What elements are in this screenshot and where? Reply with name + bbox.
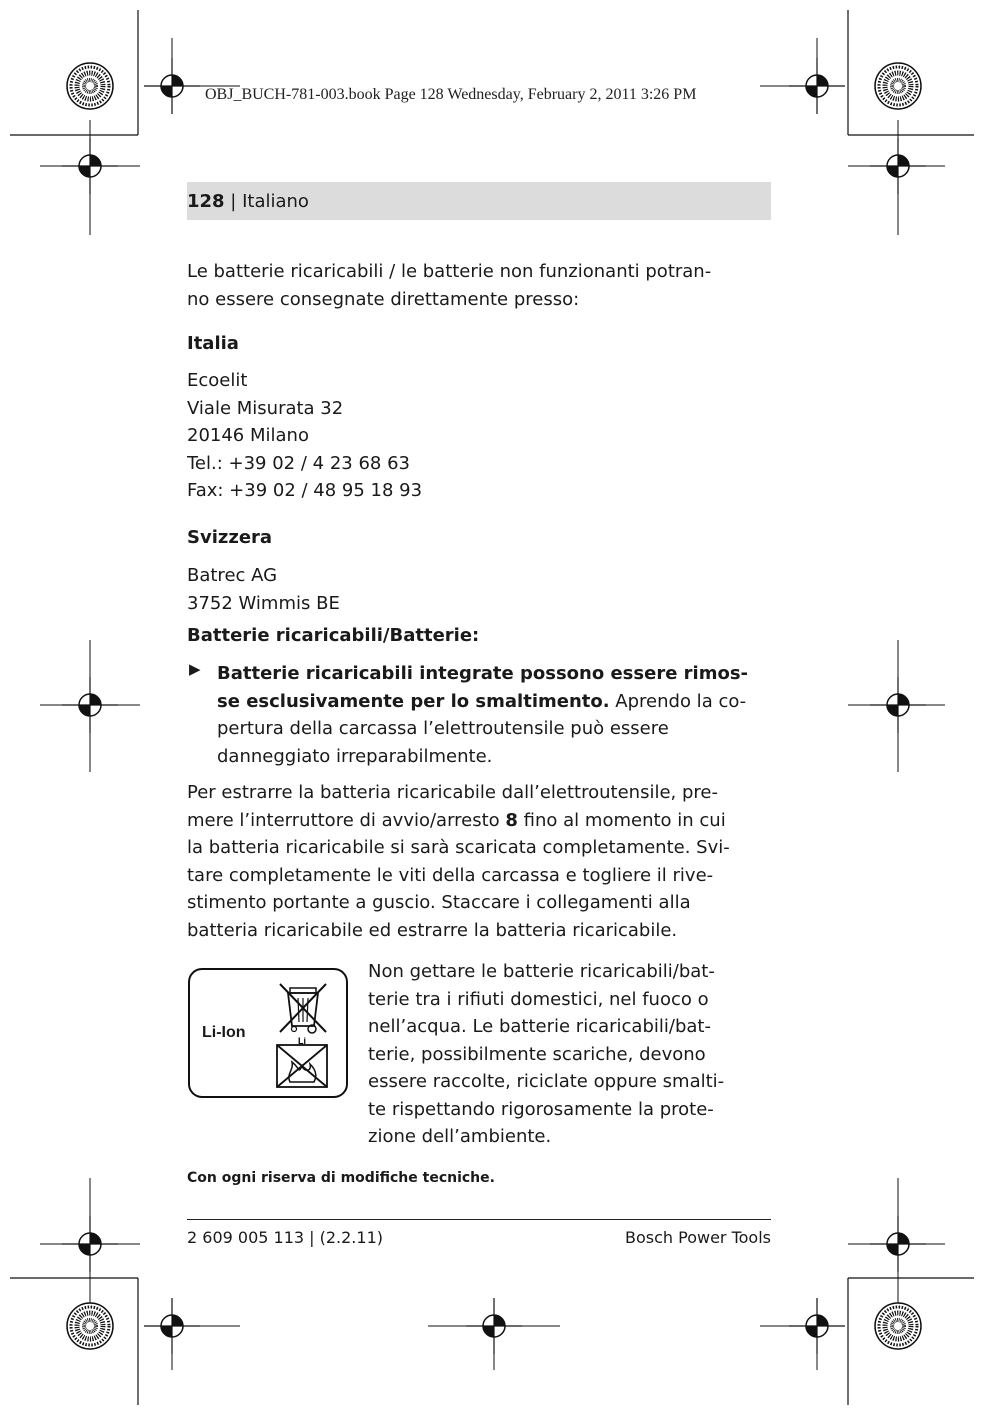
running-head: [187, 182, 771, 220]
removal-text: fino al momento in cui: [517, 809, 726, 831]
disposal-paragraph: [368, 958, 778, 1151]
warning-bullet: [187, 660, 801, 770]
switch-number: 8: [505, 809, 518, 831]
removal-line: Per estrarre la batteria ricaricabile dall’elettroutensile, pre-: [187, 782, 718, 803]
address-line: 3752 Wimmis BE: [187, 592, 340, 614]
italia-heading: Italia: [187, 333, 239, 354]
footer-doc-number: 2 609 005 113 | (2.2.11): [187, 1228, 383, 1247]
batteries-heading: Batterie ricaricabili/Batterie:: [187, 625, 480, 646]
address-line: Batrec AG: [187, 565, 278, 586]
address-line: Viale Misurata 32: [187, 397, 344, 419]
removal-paragraph: [187, 779, 771, 944]
disposal-line: terie, possibilmente scariche, devono: [368, 1043, 706, 1065]
intro-line: Le batterie ricaricabili / le batterie non funzionanti potran-: [187, 261, 712, 282]
removal-line: batteria ricaricabile ed estrarre la batteria ricaricabile.: [187, 919, 678, 941]
address-line: Tel.: +39 02 / 4 23 68 63: [187, 452, 410, 474]
footer-brand: Bosch Power Tools: [625, 1228, 771, 1247]
disposal-line: te rispettando rigorosamente la prote-: [368, 1098, 714, 1120]
intro-line: no essere consegnate direttamente presso:: [187, 288, 580, 310]
disposal-line: zione dell’ambiente.: [368, 1126, 552, 1147]
warning-line: danneggiato irreparabilmente.: [217, 745, 493, 767]
disposal-line: terie tra i rifiuti domestici, nel fuoco o: [368, 988, 709, 1010]
batteries-heading-block: [187, 622, 771, 650]
address-line: 20146 Milano: [187, 425, 309, 446]
italia-heading-block: [187, 330, 771, 358]
svizzera-heading-block: [187, 524, 771, 552]
li-ion-disposal-symbol: [188, 968, 348, 1098]
page-footer: [187, 1219, 771, 1247]
svizzera-address: [187, 562, 771, 617]
italia-address: [187, 367, 771, 505]
warning-bold-line: se esclusivamente per lo smaltimento.: [217, 690, 610, 712]
warning-bold-line: Batterie ricaricabili integrate possono essere rimos-: [217, 663, 749, 684]
page-number: 128: [187, 190, 225, 212]
removal-line: la batteria ricaricabile si sarà scaricata completamente. Svi-: [187, 837, 730, 858]
reserve-note-block: [187, 1168, 771, 1188]
li-sub-label: Li: [298, 1036, 306, 1046]
disposal-line: Non gettare le batterie ricaricabili/bat-: [368, 961, 715, 982]
removal-line: stimento portante a guscio. Staccare i collegamenti alla: [187, 892, 691, 913]
reserve-note: Con ogni riserva di modifiche tecniche.: [187, 1170, 495, 1186]
address-line: Fax: +39 02 / 48 95 18 93: [187, 480, 423, 501]
crossed-fire-icon: [276, 1044, 330, 1090]
running-head-separator: |: [224, 190, 243, 212]
intro-paragraph: [187, 258, 771, 313]
removal-text: mere l’interruttore di avvio/arresto: [187, 809, 506, 831]
disposal-line: essere raccolte, riciclate oppure smalti-: [368, 1071, 725, 1092]
address-line: Ecoelit: [187, 370, 248, 391]
li-ion-label: Li-Ion: [202, 1024, 246, 1041]
removal-line: tare completamente le viti della carcassa e togliere il rive-: [187, 864, 714, 886]
warning-text: Aprendo la co-: [609, 690, 747, 712]
bullet-triangle-icon: ▶: [189, 660, 201, 678]
warning-line: pertura della carcassa l’elettroutensile può essere: [217, 718, 669, 739]
svizzera-heading: Svizzera: [187, 527, 273, 548]
disposal-line: nell’acqua. Le batterie ricaricabili/bat-: [368, 1016, 711, 1037]
print-header: OBJ_BUCH-781-003.book Page 128 Wednesday, February 2, 2011 3:26 PM: [205, 86, 697, 103]
section-language: Italiano: [242, 190, 309, 212]
